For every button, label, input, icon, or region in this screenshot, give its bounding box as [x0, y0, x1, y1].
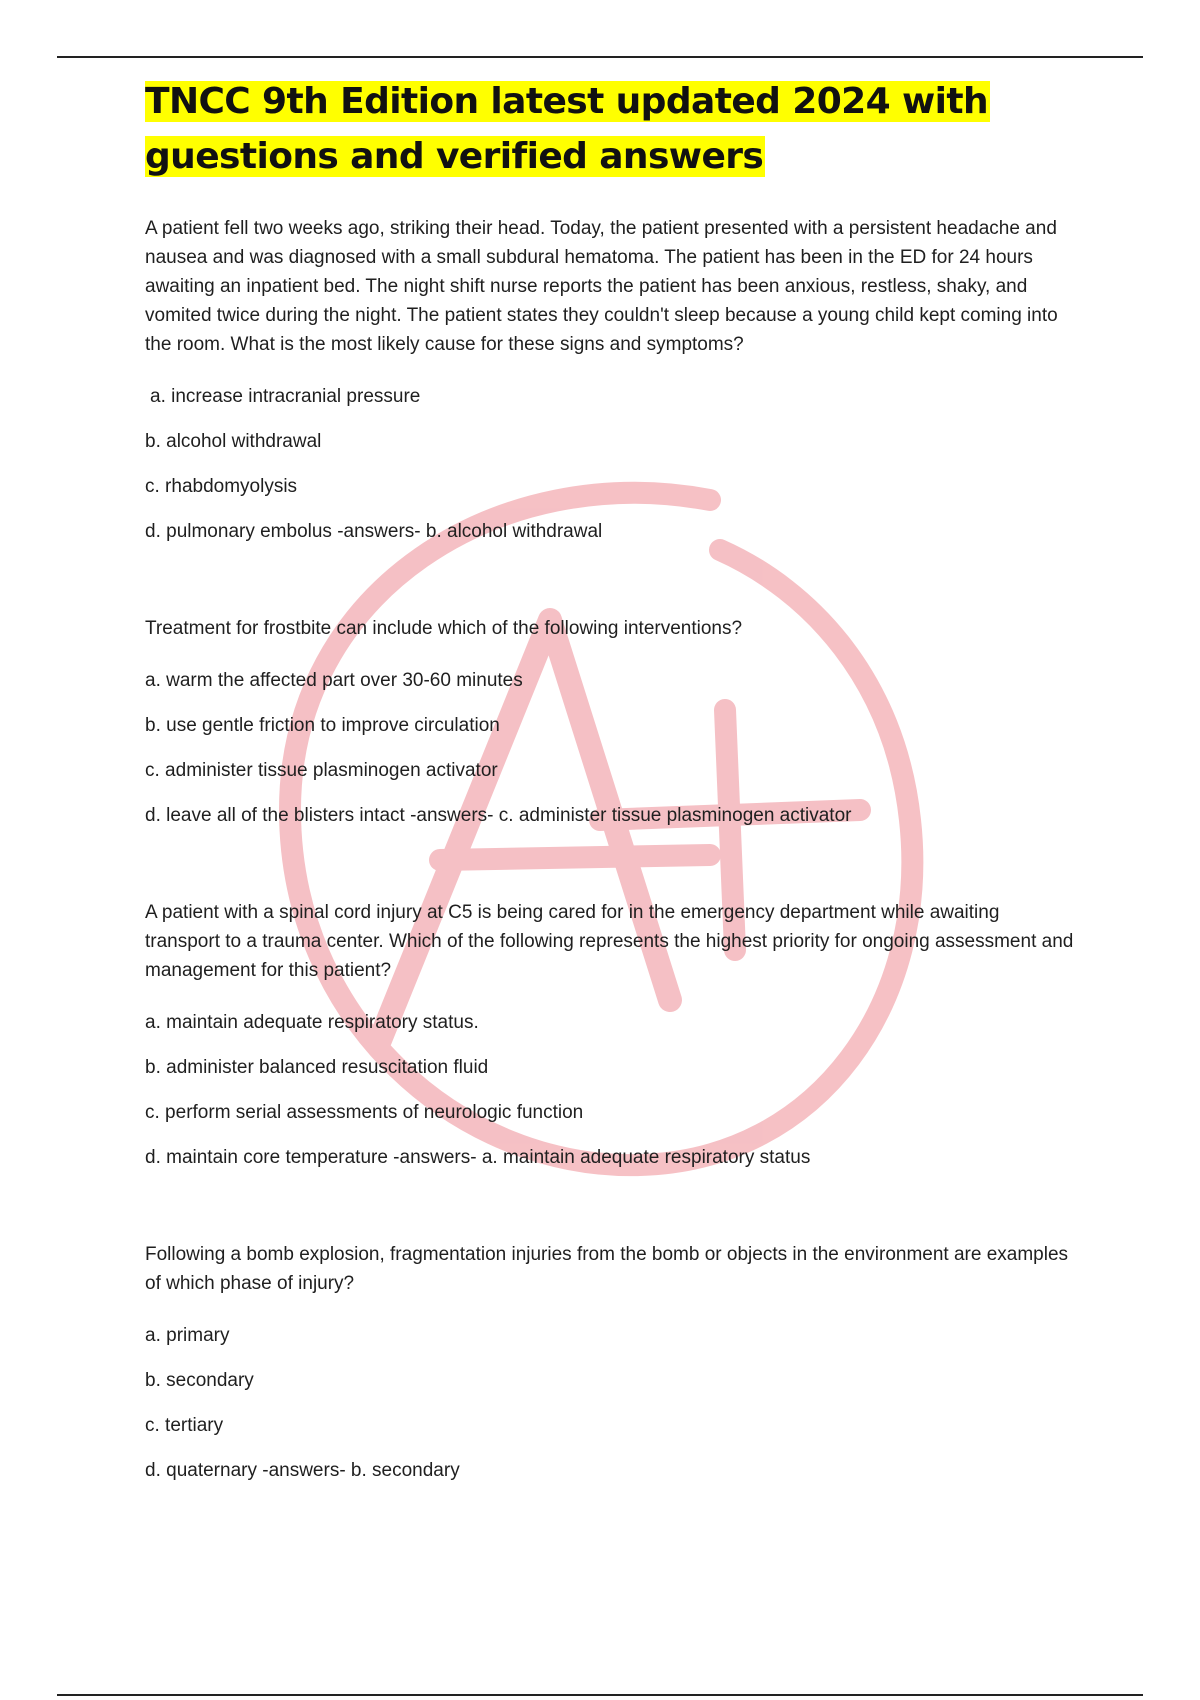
- answer-option: a. maintain adequate respiratory status.: [145, 1012, 479, 1033]
- question-text: Treatment for frostbite can include which of the following interventions?: [145, 618, 743, 639]
- answer-option-with-key: d. pulmonary embolus -answers- b. alcohol withdrawal: [145, 521, 603, 542]
- answer-option: c. tertiary: [145, 1415, 224, 1436]
- question-block: [145, 898, 1075, 1180]
- question-block: [145, 1240, 1075, 1493]
- document-content: [145, 74, 1075, 1553]
- answer-option: a. warm the affected part over 30-60 minutes: [145, 670, 523, 691]
- answer-option: b. secondary: [145, 1370, 254, 1391]
- question-text: Following a bomb explosion, fragmentation injuries from the bomb or objects in the environment are examples of which phase of injury?: [145, 1244, 1069, 1294]
- document-title: [145, 74, 1075, 184]
- question-list: [145, 214, 1075, 1493]
- answer-option: b. alcohol withdrawal: [145, 431, 322, 452]
- highlighted-title-text: TNCC 9th Edition latest updated 2024 with guestions and verified answers: [145, 81, 989, 177]
- answer-option: c. administer tissue plasminogen activator: [145, 760, 498, 781]
- answer-option-with-key: d. maintain core temperature -answers- a. maintain adequate respiratory status: [145, 1147, 811, 1168]
- answer-option: c. perform serial assessments of neurologic function: [145, 1102, 584, 1123]
- answer-option-with-key: d. leave all of the blisters intact -answers- c. administer tissue plasminogen activator: [145, 805, 852, 826]
- answer-option: b. use gentle friction to improve circulation: [145, 715, 500, 736]
- question-text: A patient fell two weeks ago, striking their head. Today, the patient presented with a persistent headache and nausea and was diagnosed with a small subdural hematoma. The patient has been in the ED for 24 hours awaiting an inpatient bed. The night shift nurse reports the patient has been anxious, restless, shaky, and vomited twice during the night. The patient states they couldn't sleep because a young child kept coming into the room. What is the most likely cause for these signs and symptoms?: [145, 218, 1058, 355]
- question-block: [145, 614, 1075, 838]
- answer-option: a. primary: [145, 1325, 230, 1346]
- top-rule: [57, 56, 1143, 58]
- answer-option: c. rhabdomyolysis: [145, 476, 298, 497]
- answer-option-with-key: d. quaternary -answers- b. secondary: [145, 1460, 460, 1481]
- answer-option: b. administer balanced resuscitation fluid: [145, 1057, 489, 1078]
- question-text: A patient with a spinal cord injury at C5 is being cared for in the emergency department while awaiting transport to a trauma center. Which of the following represents the highest priority for ongoing assessment and management for this patient?: [145, 902, 1074, 981]
- question-block: [145, 214, 1075, 554]
- bottom-rule: [57, 1694, 1143, 1696]
- answer-option: a. increase intracranial pressure: [150, 386, 421, 407]
